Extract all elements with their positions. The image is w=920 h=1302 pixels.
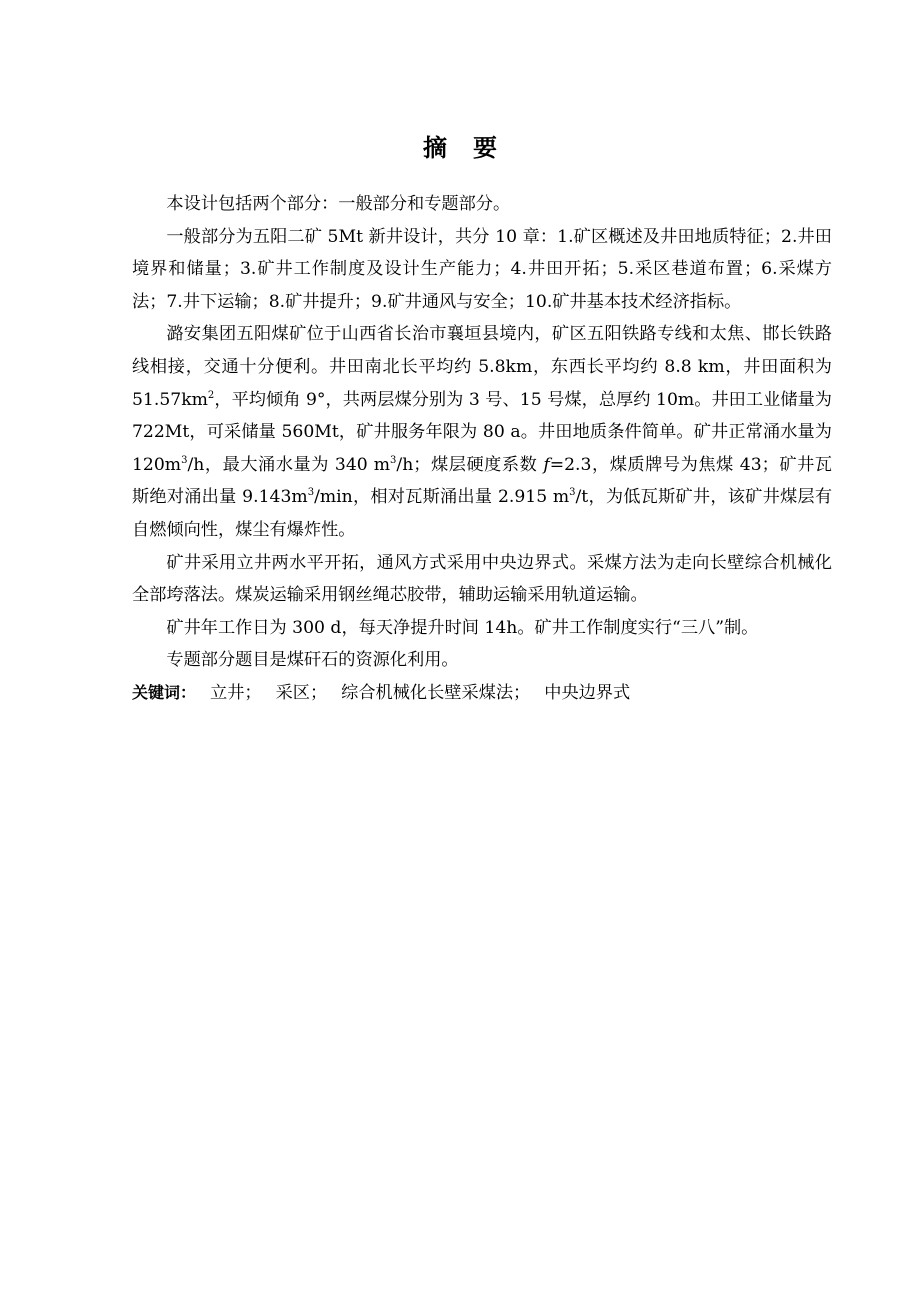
paragraph-work-schedule: 矿井年工作日为 300 d，每天净提升时间 14h。矿井工作制度实行“三八”制。 — [166, 617, 759, 638]
text-segment: /t，为低瓦斯矿井，该矿井煤层有自燃倾向性，煤尘有爆炸性。 — [132, 487, 833, 540]
page-title — [0, 130, 920, 166]
superscript: 3 — [307, 487, 315, 499]
text-segment: 潞安集团五阳煤矿位于山西省长治市襄垣县境内，矿区五阳铁路专线和太焦、邯长铁路线相接，交通十分便利。井田南北长平均约 5.8km，东西长平均约 8.8 km，井田面积为 51.57km — [132, 324, 832, 410]
paragraph-intro: 本设计包括两个部分：一般部分和专题部分。 — [166, 194, 511, 214]
title-char-2: 要 — [473, 134, 497, 162]
italic-symbol: f — [543, 454, 550, 475]
text-segment: /min，相对瓦斯涌出量 2.915 m — [314, 487, 570, 508]
paragraph-mining-method: 矿井采用立井两水平开拓，通风方式采用中央边界式。采煤方法为走向长壁综合机械化全部垮落法。煤炭运输采用钢丝绳芯胶带，辅助运输采用轨道运输。 — [132, 552, 832, 606]
text-segment: /h；煤层硬度系数 — [396, 454, 544, 475]
abstract-body — [132, 188, 832, 710]
paragraph-special-topic: 专题部分题目是煤矸石的资源化利用。 — [166, 650, 459, 671]
text-segment: /h，最大涌水量为 340 m — [187, 454, 391, 475]
paragraph-general-part: 一般部分为五阳二矿 5Mt 新井设计，共分 10 章：1.矿区概述及井田地质特征；2.井田境界和储量；3.矿井工作制度及设计生产能力；4.井田开拓；5.采区巷道布置；6.采煤方法；7.井下运输；8.矿井提升；9.矿井通风与安全；10.矿井基本技术经济指标。 — [132, 226, 832, 312]
keywords-line — [132, 677, 832, 710]
superscript: 3 — [569, 487, 576, 499]
paragraph-mine-overview — [132, 318, 832, 546]
text-segment: ，平均倾角 9°，共两层煤分别为 3 号、15 号煤，总厚约 10m。井田工业储量为 722Mt，可采储量 560Mt，矿井服务年限为 80 a。井田地质条件简单。矿井正常涌水量为 120m — [132, 389, 832, 475]
keyword-item: 采区； — [275, 682, 328, 703]
keyword-item: 中央边界式 — [544, 682, 631, 703]
title-char-1: 摘 — [423, 134, 447, 162]
superscript: 3 — [181, 454, 188, 466]
text-segment: =2.3，煤质牌号为焦煤 43；矿井瓦斯绝对涌出量 9.143m — [132, 454, 832, 508]
superscript: 3 — [390, 454, 397, 466]
superscript: 2 — [207, 389, 215, 401]
keyword-item: 综合机械化长壁采煤法； — [341, 682, 531, 703]
keyword-item: 立井； — [210, 682, 262, 703]
keywords-label: 关键词： — [132, 682, 197, 702]
